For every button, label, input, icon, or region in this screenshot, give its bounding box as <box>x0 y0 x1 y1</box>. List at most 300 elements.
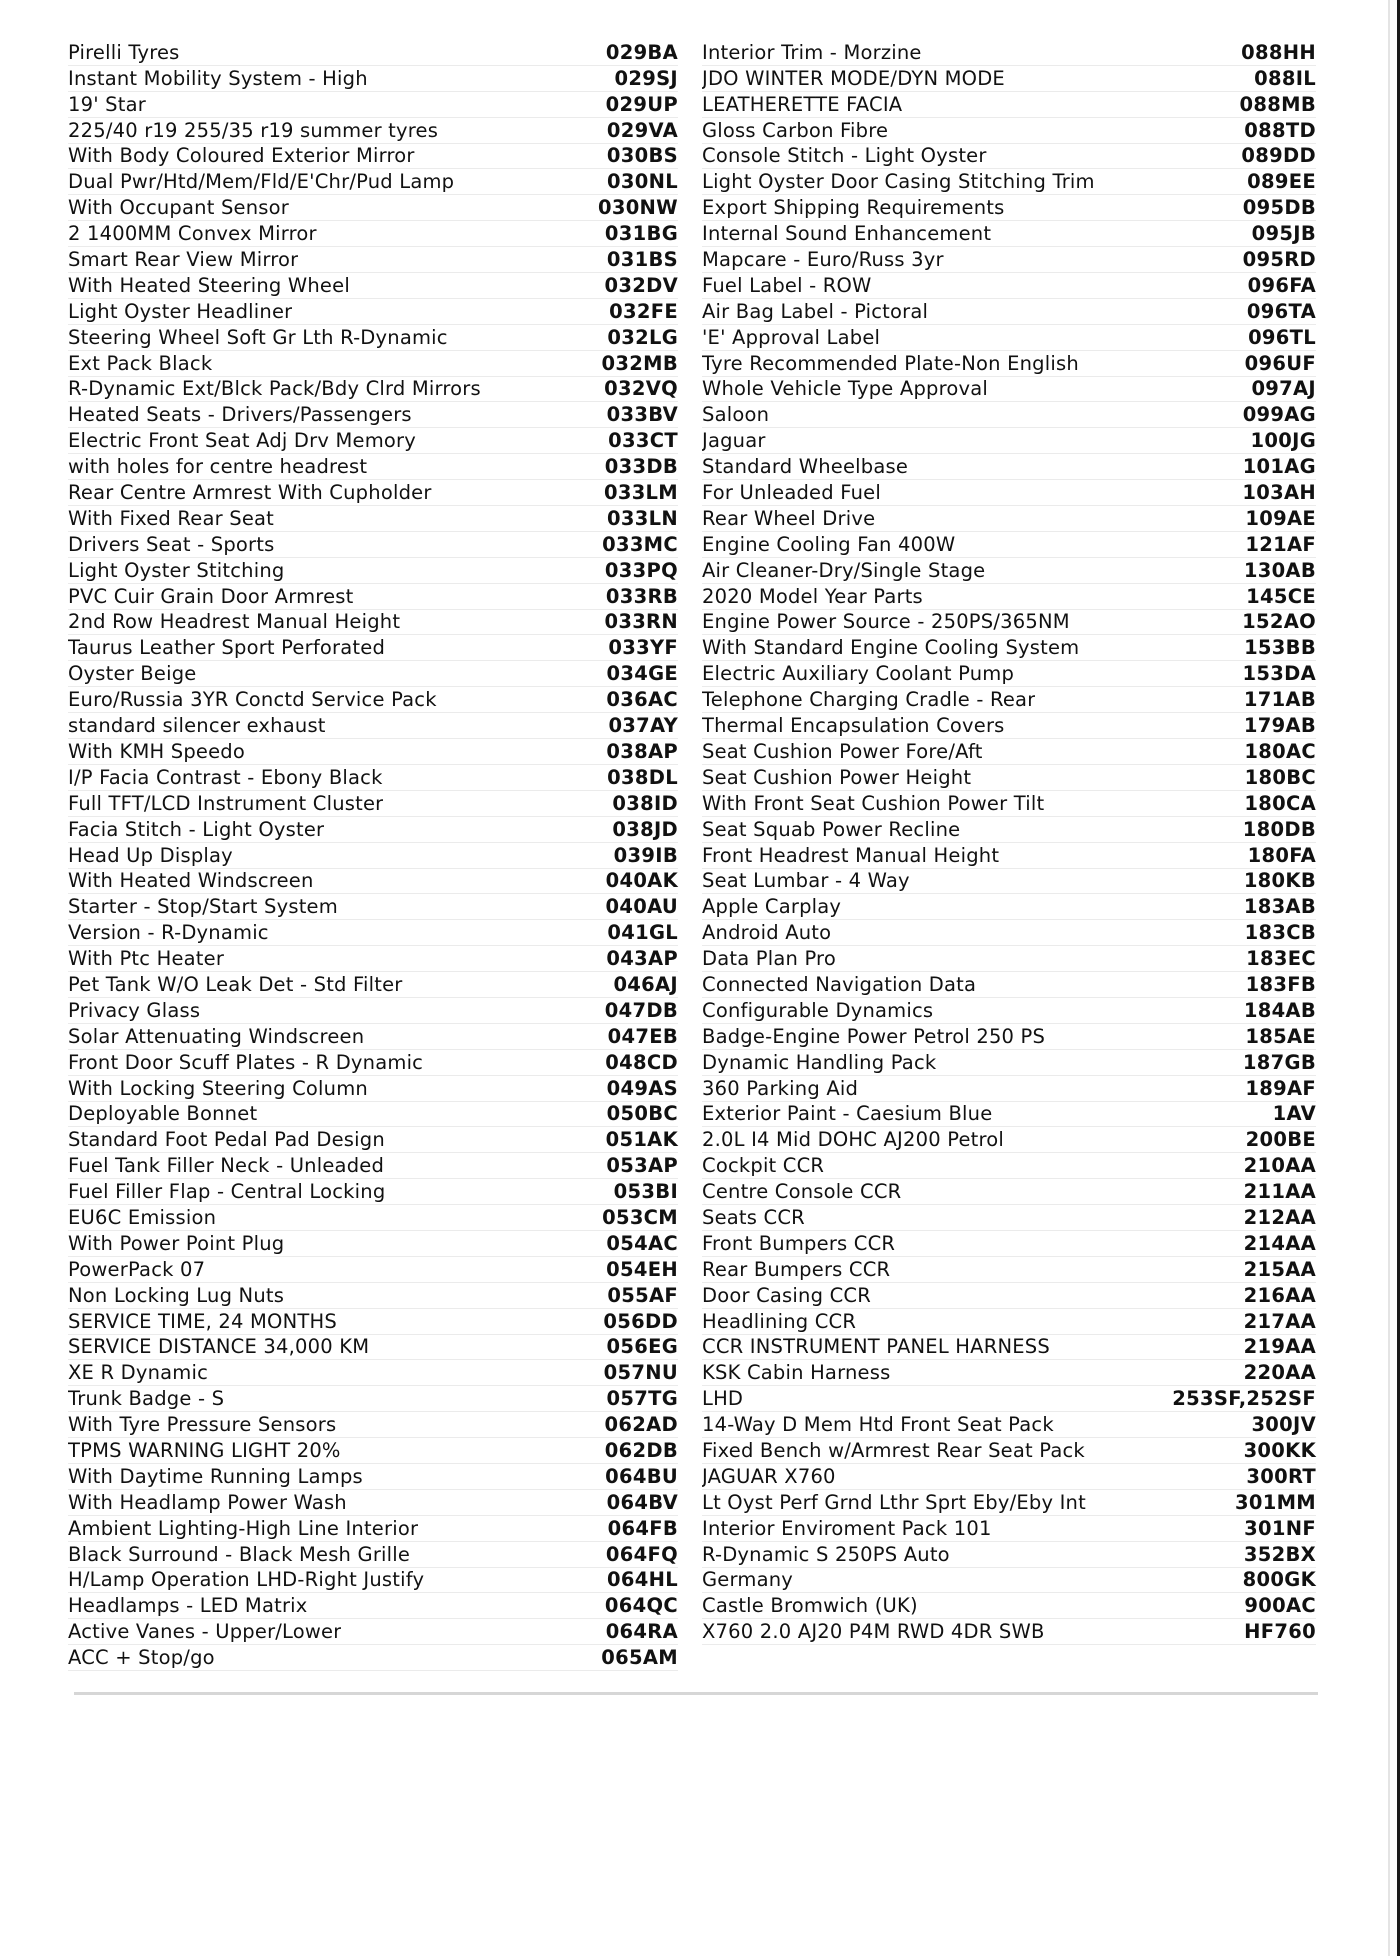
option-description: Lt Oyst Perf Grnd Lthr Sprt Eby/Eby Int <box>702 1491 1086 1514</box>
option-row <box>702 1490 1316 1516</box>
footer-divider <box>74 1692 1318 1695</box>
option-row <box>68 40 678 66</box>
option-code: 121AF <box>1245 532 1316 556</box>
option-row <box>702 247 1316 273</box>
option-code: 109AE <box>1245 506 1316 530</box>
option-description: With Fixed Rear Seat <box>68 507 275 530</box>
option-description: 360 Parking Aid <box>702 1077 859 1100</box>
option-code: 029SJ <box>614 66 678 90</box>
option-code: 180KB <box>1243 869 1316 893</box>
option-row <box>68 351 678 377</box>
option-row <box>68 1360 678 1386</box>
option-description: Seat Squab Power Recline <box>702 818 961 841</box>
option-row <box>702 273 1316 299</box>
option-description: With Power Point Plug <box>68 1232 285 1255</box>
option-description: For Unleaded Fuel <box>702 482 881 505</box>
option-code: 033DB <box>604 455 678 479</box>
option-row <box>68 1102 678 1128</box>
option-description: Standard Wheelbase <box>702 456 909 479</box>
option-row <box>68 221 678 247</box>
option-description: With Heated Windscreen <box>68 870 314 893</box>
option-description: Trunk Badge - S <box>68 1388 225 1411</box>
option-row <box>702 1593 1316 1619</box>
option-code: 032FE <box>609 299 678 323</box>
option-description: Exterior Paint - Caesium Blue <box>702 1103 993 1126</box>
option-row <box>68 1153 678 1179</box>
option-description: Black Surround - Black Mesh Grille <box>68 1543 411 1566</box>
option-code: 056EG <box>606 1335 678 1359</box>
option-code: 062DB <box>604 1438 678 1462</box>
option-row <box>702 1309 1316 1335</box>
option-row <box>702 325 1316 351</box>
option-code: HF760 <box>1244 1620 1316 1644</box>
option-row <box>702 454 1316 480</box>
option-row <box>702 402 1316 428</box>
option-row <box>702 713 1316 739</box>
option-code: 034GE <box>606 662 678 686</box>
option-row <box>702 972 1316 998</box>
option-description: Smart Rear View Mirror <box>68 249 299 272</box>
option-code: 032VQ <box>604 377 678 401</box>
option-code: 030NL <box>607 170 678 194</box>
option-description: 14-Way D Mem Htd Front Seat Pack <box>702 1414 1054 1437</box>
option-code: 187GB <box>1242 1050 1316 1074</box>
option-description: With Front Seat Cushion Power Tilt <box>702 792 1045 815</box>
option-code: 033LN <box>607 506 678 530</box>
option-row <box>68 1645 678 1671</box>
option-row <box>68 584 678 610</box>
option-row <box>68 325 678 351</box>
option-row <box>68 1205 678 1231</box>
option-code: 054EH <box>606 1257 678 1281</box>
option-description: Taurus Leather Sport Perforated <box>68 637 386 660</box>
option-code: 130AB <box>1243 558 1316 582</box>
option-description: I/P Facia Contrast - Ebony Black <box>68 766 383 789</box>
option-row <box>702 610 1316 636</box>
option-code: 180FA <box>1247 843 1316 867</box>
option-code: 033RB <box>605 584 678 608</box>
option-description: Mapcare - Euro/Russ 3yr <box>702 249 944 272</box>
option-code: 036AC <box>606 688 678 712</box>
option-row <box>702 843 1316 869</box>
option-description: Fuel Tank Filler Neck - Unleaded <box>68 1155 385 1178</box>
option-row <box>68 299 678 325</box>
option-description: PowerPack 07 <box>68 1258 206 1281</box>
option-description: Interior Trim - Morzine <box>702 41 922 64</box>
option-code: 095DB <box>1242 196 1316 220</box>
option-description: Headlining CCR <box>702 1310 857 1333</box>
option-code: 800GK <box>1242 1568 1316 1592</box>
option-description: Drivers Seat - Sports <box>68 533 275 556</box>
option-row <box>68 1593 678 1619</box>
option-row <box>68 506 678 532</box>
option-code: 040AK <box>605 869 678 893</box>
option-description: ACC + Stop/go <box>68 1647 215 1670</box>
option-code: 184AB <box>1243 998 1316 1022</box>
option-description: With Tyre Pressure Sensors <box>68 1414 337 1437</box>
option-description: EU6C Emission <box>68 1206 217 1229</box>
option-row <box>68 558 678 584</box>
option-description: With Locking Steering Column <box>68 1077 368 1100</box>
option-row <box>702 1360 1316 1386</box>
option-description: Light Oyster Headliner <box>68 300 293 323</box>
option-row <box>68 428 678 454</box>
option-code: 099AG <box>1242 403 1316 427</box>
option-row <box>702 532 1316 558</box>
option-code: 200BE <box>1245 1128 1316 1152</box>
option-description: Engine Power Source - 250PS/365NM <box>702 611 1070 634</box>
option-description: Air Bag Label - Pictoral <box>702 300 929 323</box>
option-description: Electric Auxiliary Coolant Pump <box>702 663 1015 686</box>
option-description: Privacy Glass <box>68 999 201 1022</box>
option-code: 032LG <box>607 325 678 349</box>
option-row <box>702 1283 1316 1309</box>
option-row <box>68 1127 678 1153</box>
option-row <box>702 920 1316 946</box>
option-code: 088IL <box>1254 66 1316 90</box>
option-row <box>702 40 1316 66</box>
option-code: 183FB <box>1245 972 1316 996</box>
option-row <box>68 1619 678 1645</box>
option-row <box>702 1050 1316 1076</box>
option-row <box>702 558 1316 584</box>
option-description: Badge-Engine Power Petrol 250 PS <box>702 1025 1046 1048</box>
option-row <box>68 66 678 92</box>
option-code: 065AM <box>601 1646 678 1670</box>
option-description: Seat Cushion Power Fore/Aft <box>702 740 983 763</box>
option-code: 212AA <box>1243 1205 1316 1229</box>
option-row <box>68 1516 678 1542</box>
option-row <box>68 1412 678 1438</box>
option-description: with holes for centre headrest <box>68 456 368 479</box>
option-code: 064HL <box>607 1568 678 1592</box>
option-row <box>702 1102 1316 1128</box>
option-code: 038DL <box>607 765 678 789</box>
option-row <box>702 144 1316 170</box>
option-description: Export Shipping Requirements <box>702 197 1005 220</box>
option-row <box>68 1464 678 1490</box>
option-code: 047DB <box>604 998 678 1022</box>
option-description: Instant Mobility System - High <box>68 67 368 90</box>
option-code: 352BX <box>1243 1542 1316 1566</box>
option-row <box>68 894 678 920</box>
option-description: With Daytime Running Lamps <box>68 1465 363 1488</box>
option-code: 097AJ <box>1251 377 1316 401</box>
option-row <box>68 1542 678 1568</box>
option-code: 214AA <box>1243 1231 1316 1255</box>
option-code: 180DB <box>1242 817 1316 841</box>
option-description: Head Up Display <box>68 844 233 867</box>
option-code: 053CM <box>602 1205 678 1229</box>
option-code: 064BV <box>606 1490 678 1514</box>
option-description: 2nd Row Headrest Manual Height <box>68 611 401 634</box>
option-row <box>68 1568 678 1594</box>
option-row <box>702 817 1316 843</box>
option-code: 253SF,252SF <box>1172 1387 1316 1411</box>
option-row <box>68 843 678 869</box>
option-row <box>702 584 1316 610</box>
option-description: Whole Vehicle Type Approval <box>702 378 989 401</box>
option-code: 056DD <box>603 1309 678 1333</box>
option-description: JAGUAR X760 <box>702 1465 836 1488</box>
option-description: With Heated Steering Wheel <box>68 274 350 297</box>
option-description: Fixed Bench w/Armrest Rear Seat Pack <box>702 1439 1085 1462</box>
option-description: With KMH Speedo <box>68 740 246 763</box>
option-description: With Standard Engine Cooling System <box>702 637 1080 660</box>
option-description: 2.0L I4 Mid DOHC AJ200 Petrol <box>702 1129 1005 1152</box>
option-description: Door Casing CCR <box>702 1284 871 1307</box>
option-code: 050BC <box>606 1102 678 1126</box>
option-code: 183CB <box>1244 921 1316 945</box>
option-code: 100JG <box>1250 429 1316 453</box>
option-description: SERVICE TIME, 24 MONTHS <box>68 1310 337 1333</box>
option-row <box>702 1127 1316 1153</box>
option-code: 189AF <box>1245 1076 1316 1100</box>
option-row <box>702 687 1316 713</box>
option-description: Rear Bumpers CCR <box>702 1258 891 1281</box>
option-description: Headlamps - LED Matrix <box>68 1595 308 1618</box>
option-description: Oyster Beige <box>68 663 197 686</box>
option-row <box>702 1386 1316 1412</box>
option-description: Facia Stitch - Light Oyster <box>68 818 325 841</box>
option-description: Configurable Dynamics <box>702 999 934 1022</box>
option-code: 301NF <box>1244 1516 1316 1540</box>
option-description: LHD <box>702 1388 744 1411</box>
option-code: 217AA <box>1243 1309 1316 1333</box>
option-description: H/Lamp Operation LHD-Right Justify <box>68 1569 425 1592</box>
option-row <box>68 273 678 299</box>
option-code: 033CT <box>608 429 678 453</box>
option-code: 153DA <box>1242 662 1316 686</box>
option-code: 095RD <box>1242 248 1316 272</box>
option-row <box>68 1024 678 1050</box>
option-description: Connected Navigation Data <box>702 973 977 996</box>
option-row <box>68 998 678 1024</box>
option-code: 183AB <box>1243 895 1316 919</box>
option-code: 033YF <box>608 636 678 660</box>
option-description: Seat Cushion Power Height <box>702 766 972 789</box>
option-row <box>68 247 678 273</box>
option-code: 088TD <box>1244 118 1316 142</box>
option-description: X760 2.0 AJ20 P4M RWD 4DR SWB <box>702 1621 1045 1644</box>
option-row <box>68 765 678 791</box>
option-code: 048CD <box>605 1050 678 1074</box>
option-code: 053BI <box>613 1180 678 1204</box>
option-code: 043AP <box>606 947 678 971</box>
option-row <box>68 1490 678 1516</box>
option-code: 301MM <box>1234 1490 1316 1514</box>
option-description: TPMS WARNING LIGHT 20% <box>68 1439 341 1462</box>
option-code: 216AA <box>1243 1283 1316 1307</box>
option-code: 089EE <box>1247 170 1316 194</box>
option-code: 215AA <box>1243 1257 1316 1281</box>
option-row <box>68 739 678 765</box>
option-code: 088MB <box>1239 92 1316 116</box>
option-row <box>702 351 1316 377</box>
option-description: 2020 Model Year Parts <box>702 585 923 608</box>
option-description: Console Stitch - Light Oyster <box>702 145 987 168</box>
option-code: 049AS <box>606 1076 678 1100</box>
option-row <box>68 1179 678 1205</box>
option-row <box>702 118 1316 144</box>
option-row <box>68 144 678 170</box>
option-row <box>68 1283 678 1309</box>
option-row <box>702 946 1316 972</box>
option-row <box>68 1076 678 1102</box>
option-row <box>702 1542 1316 1568</box>
option-code: 029UP <box>605 92 678 116</box>
option-code: 1AV <box>1272 1102 1316 1126</box>
option-description: PVC Cuir Grain Door Armrest <box>68 585 354 608</box>
option-code: 300KK <box>1243 1438 1316 1462</box>
option-description: Pirelli Tyres <box>68 41 180 64</box>
option-code: 185AE <box>1245 1024 1316 1048</box>
option-description: 225/40 r19 255/35 r19 summer tyres <box>68 119 439 142</box>
option-row <box>702 1153 1316 1179</box>
option-row <box>702 195 1316 221</box>
option-row <box>68 532 678 558</box>
option-description: Non Locking Lug Nuts <box>68 1284 285 1307</box>
option-code: 032MB <box>601 351 678 375</box>
option-row <box>702 739 1316 765</box>
option-row <box>68 1438 678 1464</box>
option-row <box>702 1205 1316 1231</box>
option-description: Tyre Recommended Plate-Non English <box>702 352 1079 375</box>
option-row <box>702 377 1316 403</box>
option-code: 054AC <box>606 1231 678 1255</box>
option-description: With Body Coloured Exterior Mirror <box>68 145 415 168</box>
option-row <box>68 972 678 998</box>
option-code: 064FB <box>607 1516 678 1540</box>
option-description: Euro/Russia 3YR Conctd Service Pack <box>68 689 437 712</box>
option-description: SERVICE DISTANCE 34,000 KM <box>68 1336 370 1359</box>
option-code: 038ID <box>612 791 678 815</box>
option-description: Front Bumpers CCR <box>702 1232 896 1255</box>
option-row <box>702 635 1316 661</box>
option-code: 210AA <box>1243 1154 1316 1178</box>
option-description: R-Dynamic Ext/Blck Pack/Bdy Clrd Mirrors <box>68 378 481 401</box>
option-row <box>68 1257 678 1283</box>
option-row <box>702 428 1316 454</box>
option-code: 031BG <box>604 222 678 246</box>
option-description: Dual Pwr/Htd/Mem/Fld/E'Chr/Pud Lamp <box>68 171 455 194</box>
option-description: Full TFT/LCD Instrument Cluster <box>68 792 384 815</box>
option-row <box>702 661 1316 687</box>
option-code: 033LM <box>603 481 678 505</box>
option-code: 038AP <box>606 739 678 763</box>
option-code-list <box>68 40 1316 1671</box>
option-description: Light Oyster Stitching <box>68 559 285 582</box>
option-row <box>68 869 678 895</box>
option-description: Engine Cooling Fan 400W <box>702 533 956 556</box>
option-description: Apple Carplay <box>702 896 842 919</box>
option-code: 152AO <box>1242 610 1316 634</box>
option-row <box>68 920 678 946</box>
option-code: 064FQ <box>605 1542 678 1566</box>
option-row <box>702 299 1316 325</box>
option-code: 031BS <box>606 248 678 272</box>
option-code: 041GL <box>607 921 678 945</box>
option-row <box>68 402 678 428</box>
option-description: Gloss Carbon Fibre <box>702 119 889 142</box>
option-description: Saloon <box>702 404 770 427</box>
option-description: Seat Lumbar - 4 Way <box>702 870 910 893</box>
option-code: 171AB <box>1243 688 1316 712</box>
option-description: Fuel Label - ROW <box>702 274 872 297</box>
option-row <box>702 1335 1316 1361</box>
option-code: 030NW <box>597 196 678 220</box>
option-description: Germany <box>702 1569 794 1592</box>
option-description: Electric Front Seat Adj Drv Memory <box>68 430 417 453</box>
option-code: 089DD <box>1241 144 1316 168</box>
option-row <box>68 713 678 739</box>
option-description: Jaguar <box>702 430 766 453</box>
option-description: Castle Bromwich (UK) <box>702 1595 918 1618</box>
option-code: 046AJ <box>613 972 678 996</box>
option-description: LEATHERETTE FACIA <box>702 93 903 116</box>
option-code: 033RN <box>604 610 678 634</box>
option-row <box>702 998 1316 1024</box>
option-code: 211AA <box>1243 1180 1316 1204</box>
option-description: Thermal Encapsulation Covers <box>702 715 1005 738</box>
option-code: 088HH <box>1241 40 1316 64</box>
option-row <box>68 454 678 480</box>
option-row <box>68 687 678 713</box>
option-row <box>68 791 678 817</box>
option-row <box>68 610 678 636</box>
option-code: 096FA <box>1247 273 1316 297</box>
option-description: Fuel Filler Flap - Central Locking <box>68 1181 386 1204</box>
option-code: 064QC <box>604 1594 678 1618</box>
option-code: 033PQ <box>604 558 678 582</box>
option-description: Rear Centre Armrest With Cupholder <box>68 482 432 505</box>
option-row <box>702 221 1316 247</box>
option-code: 103AH <box>1242 481 1316 505</box>
option-description: Dynamic Handling Pack <box>702 1051 937 1074</box>
option-description: Pet Tank W/O Leak Det - Std Filter <box>68 973 403 996</box>
option-code: 055AF <box>607 1283 678 1307</box>
option-description: Deployable Bonnet <box>68 1103 258 1126</box>
option-description: Ext Pack Black <box>68 352 213 375</box>
option-description: With Headlamp Power Wash <box>68 1491 347 1514</box>
option-description: With Ptc Heater <box>68 948 225 971</box>
option-code: 101AG <box>1242 455 1316 479</box>
option-description: Front Door Scuff Plates - R Dynamic <box>68 1051 424 1074</box>
option-row <box>68 118 678 144</box>
option-code: 029BA <box>605 40 678 64</box>
option-code: 030BS <box>606 144 678 168</box>
option-row <box>702 1619 1316 1645</box>
option-code: 039IB <box>613 843 678 867</box>
option-code: 051AK <box>605 1128 678 1152</box>
option-row <box>702 92 1316 118</box>
option-description: 19' Star <box>68 93 146 116</box>
option-code: 180CA <box>1244 791 1316 815</box>
option-description: Light Oyster Door Casing Stitching Trim <box>702 171 1095 194</box>
option-row <box>702 506 1316 532</box>
option-row <box>68 377 678 403</box>
left-column <box>68 40 678 1671</box>
option-description: Steering Wheel Soft Gr Lth R-Dynamic <box>68 326 448 349</box>
option-code: 183EC <box>1246 947 1316 971</box>
option-description: KSK Cabin Harness <box>702 1362 891 1385</box>
option-row <box>68 817 678 843</box>
option-row <box>702 1516 1316 1542</box>
option-row <box>68 195 678 221</box>
option-code: 064RA <box>605 1620 678 1644</box>
option-code: 153BB <box>1244 636 1316 660</box>
option-description: Active Vanes - Upper/Lower <box>68 1621 342 1644</box>
